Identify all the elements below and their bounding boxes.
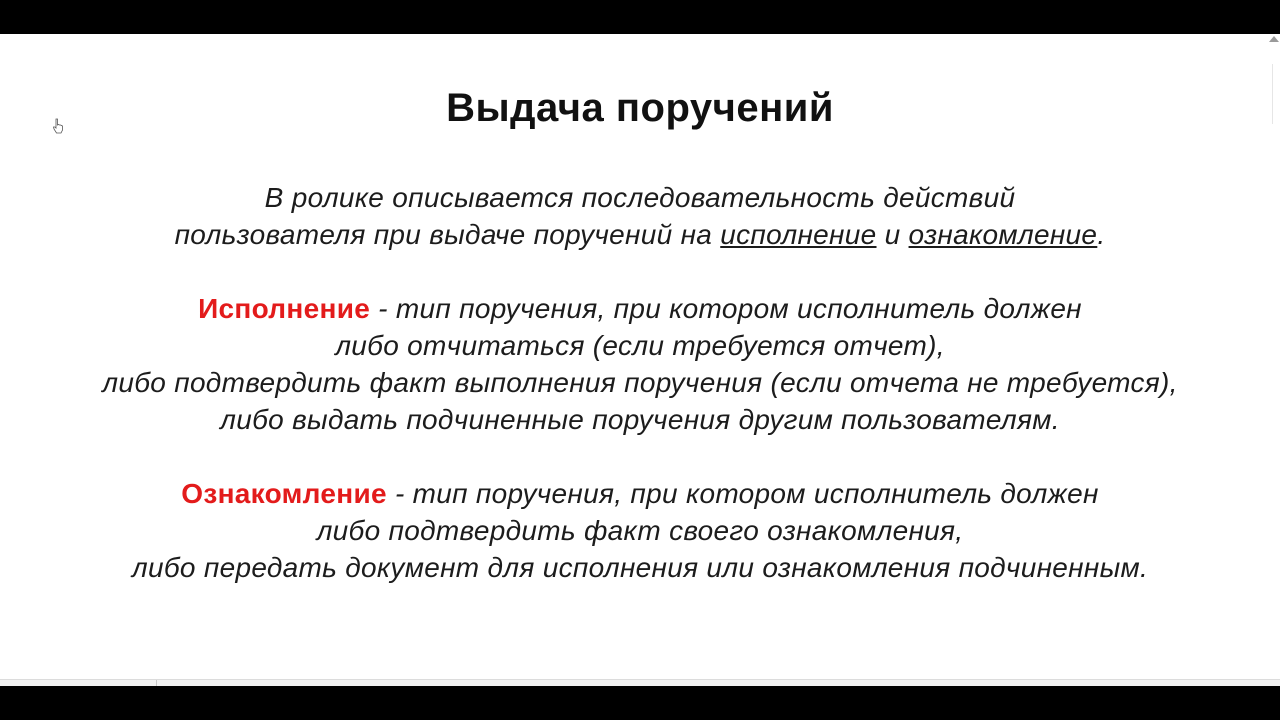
execution-line-4: либо выдать подчиненные поручения другим пользователям.	[220, 404, 1060, 435]
scroll-up-arrow-icon[interactable]	[1269, 36, 1279, 42]
strip-divider	[156, 680, 157, 686]
familiarization-line-1	[0, 475, 1280, 512]
execution-line-2: либо отчитаться (если требуется отчет),	[335, 330, 945, 361]
execution-line-3: либо подтвердить факт выполнения поручения (если отчета не требуется),	[102, 367, 1178, 398]
familiarization-link[interactable]: ознакомление	[908, 219, 1098, 250]
familiarization-term: Ознакомление	[181, 478, 387, 509]
bottom-status-strip	[0, 679, 1280, 686]
intro-line-2-mid: и	[876, 219, 909, 250]
intro-line-2	[0, 216, 1280, 253]
execution-line-1	[0, 290, 1280, 327]
slide-title: Выдача поручений	[446, 86, 834, 130]
intro-line-2-end: .	[1097, 219, 1106, 250]
execution-link[interactable]: исполнение	[720, 219, 877, 250]
familiarization-line-3: либо передать документ для исполнения или ознакомления подчиненным.	[131, 552, 1149, 583]
execution-paragraph	[0, 290, 1280, 438]
familiarization-paragraph	[0, 475, 1280, 586]
familiarization-definition: - тип поручения, при котором исполнитель должен	[386, 478, 1099, 509]
intro-line-2-start: пользователя при выдаче поручений на	[174, 219, 721, 250]
execution-term: Исполнение	[198, 293, 371, 324]
intro-line-1: В ролике описывается последовательность действий	[264, 182, 1016, 213]
execution-definition: - тип поручения, при котором исполнитель должен	[370, 293, 1082, 324]
familiarization-line-2: либо подтвердить факт своего ознакомления,	[316, 515, 964, 546]
presentation-slide	[0, 34, 1280, 686]
intro-paragraph	[0, 179, 1280, 253]
